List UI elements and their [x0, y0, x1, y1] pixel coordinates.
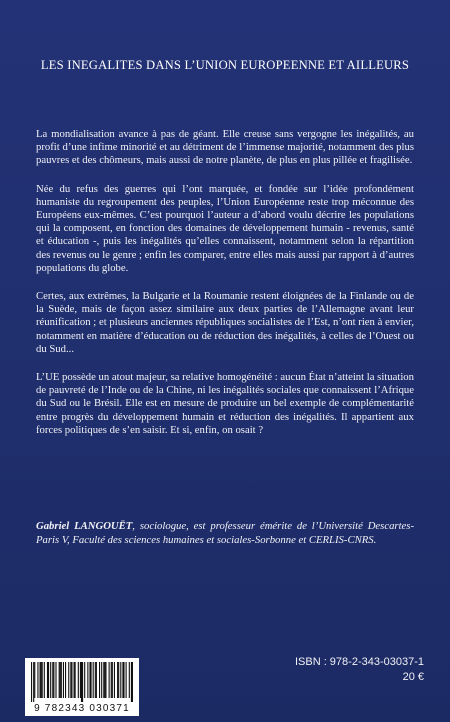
- barcode-bar: [37, 662, 38, 698]
- barcode-bar: [52, 662, 53, 698]
- barcode-bar: [104, 662, 105, 698]
- author-name: Gabriel LANGOUËT: [36, 520, 133, 532]
- barcode-bar: [114, 662, 115, 698]
- barcode-bar: [84, 662, 85, 698]
- barcode-bar: [126, 662, 127, 698]
- barcode-bar: [105, 662, 106, 698]
- blurb-paragraph-3: Certes, aux extrêmes, la Bulgarie et la Roumanie restent éloignées de la Finlande ou de la Suède, mais de façon assez similaire aux deux parties de l’Allemagne avant leur réunification ; et plusieurs anciennes républiques socialistes de l’Est, n’ont rien à envier, notamment en matière d’éducation ou de réduction des inégalités, à celles de l’Ouest ou du Sud...: [36, 290, 414, 355]
- author-bio: , sociologue, est professeur émérite de l’Université Descartes-Paris V, Faculté des sciences humaines et sociales-Sorbonne et CERLIS-CNRS.: [36, 520, 414, 546]
- blurb-paragraph-4: L’UE possède un atout majeur, sa relative homogénéité : aucun État n’atteint la situation de pauvreté de l’Inde ou de la Chine, ni les inégalités sociales que connaissent l’Afrique du Sud ou le Brésil. Elle est en mesure de produire un bel exemple de complémentarité entre progrès du développement humain et réduction des inégalités. Il appartient aux forces politiques de s’en saisir. Et si, enfin, on osait ?: [36, 371, 414, 436]
- barcode-bar: [81, 662, 82, 702]
- barcode-bar: [78, 662, 79, 698]
- barcode-bar: [47, 662, 48, 698]
- barcode-bar: [44, 662, 45, 698]
- barcode-bar: [63, 662, 64, 698]
- barcode-bar: [55, 662, 56, 698]
- barcode-digits: 9 782343 030371: [34, 703, 130, 714]
- barcode-bar: [93, 662, 94, 698]
- barcode-bar: [103, 662, 104, 698]
- barcode-bar: [122, 662, 123, 698]
- price: 20 €: [402, 671, 424, 683]
- blurb: [36, 128, 414, 452]
- barcode-bar: [60, 662, 61, 698]
- barcode-bar: [109, 662, 110, 698]
- barcode-bar: [117, 662, 118, 698]
- barcode-bar: [59, 662, 60, 698]
- barcode-bar: [120, 662, 121, 698]
- barcode-bar: [48, 662, 49, 698]
- blurb-paragraph-2: Née du refus des guerres qui l’ont marquée, et fondée sur l’idée profondément humaniste du regroupement des peuples, l’Union Européenne reste trop méconnue des Européens eux-mêmes. C’est pourquoi l’auteur a d’abord voulu décrire les populations qui la composent, en fonction des domaines de développement humain - revenus, santé et éducation -, puis les inégalités qu’elles connaissent, notamment selon la répartition des revenus ou le genre ; enfin les comparer, entre elles mais aussi par rapport à d’autres populations du globe.: [36, 182, 414, 274]
- barcode-bar: [68, 662, 69, 698]
- barcode-bar: [129, 662, 130, 698]
- book-title: LES INEGALITES DANS L’UNION EUROPEENNE ET AILLEURS: [40, 58, 410, 72]
- barcode-bar: [33, 662, 34, 702]
- barcode-bar: [112, 662, 113, 698]
- barcode-bar: [50, 662, 51, 698]
- barcode-bar: [118, 662, 119, 698]
- barcode-bar: [111, 662, 112, 698]
- barcode-bar: [101, 662, 102, 698]
- barcode-bar: [74, 662, 75, 698]
- barcode-bar: [89, 662, 90, 698]
- barcode-bar: [75, 662, 76, 698]
- blurb-paragraph-1: La mondialisation avance à pas de géant. Elle creuse sans vergogne les inégalités, au profit d’une infime minorité et au détriment de l’immense majorité, notamment des plus pauvres et des chômeurs, mais aussi de notre planète, de plus en plus pillée et fragilisée.: [36, 128, 414, 167]
- barcode: [25, 658, 139, 716]
- barcode-bar: [131, 662, 132, 702]
- barcode-bars: [31, 662, 133, 702]
- barcode-bar: [31, 662, 32, 702]
- barcode-bar: [53, 662, 54, 698]
- isbn: ISBN : 978-2-343-03037-1: [294, 656, 424, 668]
- barcode-bar: [42, 662, 43, 698]
- barcode-bar: [70, 662, 71, 698]
- barcode-bar: [71, 662, 72, 698]
- barcode-bar: [132, 662, 133, 702]
- barcode-bar: [65, 662, 66, 698]
- author-note: [36, 520, 414, 547]
- barcode-bar: [82, 662, 83, 702]
- barcode-bar: [80, 662, 81, 698]
- barcode-bar: [34, 662, 35, 698]
- barcode-bar: [61, 662, 62, 698]
- barcode-bar: [41, 662, 42, 698]
- barcode-bar: [99, 662, 100, 698]
- barcode-bar: [40, 662, 41, 698]
- barcode-bar: [96, 662, 97, 698]
- barcode-bar: [87, 662, 88, 698]
- barcode-bar: [91, 662, 92, 698]
- barcode-bar: [123, 662, 124, 698]
- barcode-bar: [95, 662, 96, 698]
